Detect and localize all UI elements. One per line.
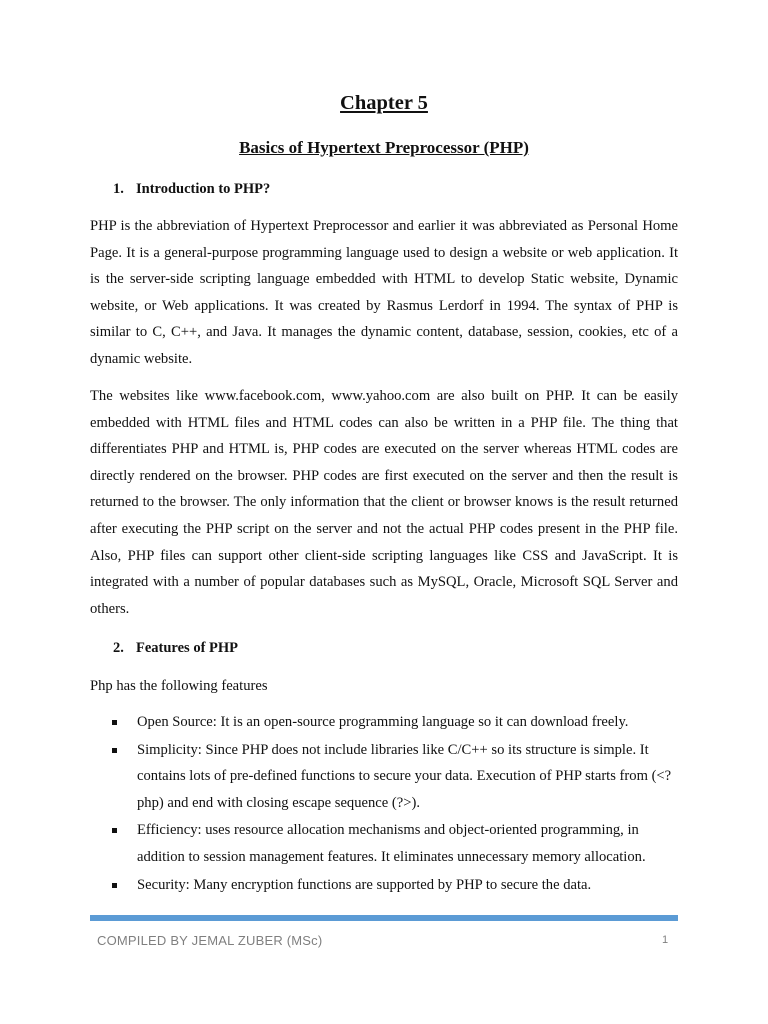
list-item (90, 872, 678, 899)
list-item-text: Simplicity: Since PHP does not include libraries like C/C++ so its structure is simple. It contains lots of pre-defined functions to secure your data. Execution of PHP starts from (<?php) and end with closing escape sequence (?>). (137, 741, 672, 811)
bullet-square-icon (112, 748, 117, 753)
footer-author: COMPILED BY JEMAL ZUBER (MSc) (97, 933, 323, 948)
list-item (90, 817, 678, 870)
bullet-square-icon (112, 883, 117, 888)
list-item-text: Efficiency: uses resource allocation mechanisms and object-oriented programming, in addition to session management features. It eliminates unnecessary memory allocation. (137, 822, 646, 865)
section-heading-features (113, 640, 238, 657)
list-item (90, 709, 678, 736)
list-item (90, 737, 678, 817)
section-heading-introduction (113, 181, 270, 198)
bullet-square-icon (112, 720, 117, 725)
features-intro: Php has the following features (90, 678, 268, 694)
document-title: Basics of Hypertext Preprocessor (PHP) (239, 138, 529, 157)
section-number: 2. (113, 640, 124, 656)
paragraph-websites: The websites like www.facebook.com, www.yahoo.com are also built on PHP. It can be easily embedded with HTML files and HTML codes can also be written in a PHP file. The thing that differentiates PHP and HTML is, PHP codes are executed on the server whereas HTML codes are directly rendered on the browser. PHP codes are first executed on the server and then the result is returned to the browser. The only information that the client or browser knows is the result returned after executing the PHP script on the server and not the actual PHP codes present in the PHP file. Also, PHP files can support other client-side scripting languages like CSS and JavaScript. It is integrated with a number of popular databases such as MySQL, Oracle, Microsoft SQL Server and others. (90, 388, 678, 617)
features-list (90, 709, 678, 899)
paragraph-introduction: PHP is the abbreviation of Hypertext Preprocessor and earlier it was abbreviated as Personal Home Page. It is a general-purpose programming language used to design a website or web application. It is the server-side scripting language embedded with HTML to develop Static website, Dynamic website, or Web applications. It was created by Rasmus Lerdorf in 1994. The syntax of PHP is similar to C, C++, and Java. It manages the dynamic content, database, session, cookies, etc of a dynamic website. (90, 218, 678, 367)
list-item-text: Security: Many encryption functions are supported by PHP to secure the data. (137, 876, 592, 893)
section-heading-text: Features of PHP (136, 640, 239, 656)
page-number: 1 (662, 934, 669, 946)
chapter-title: Chapter 5 (340, 92, 428, 114)
list-item-text: Open Source: It is an open-source programming language so it can download freely. (137, 714, 629, 730)
section-number: 1. (113, 181, 124, 197)
section-heading-text: Introduction to PHP? (136, 181, 271, 197)
bullet-square-icon (112, 828, 117, 833)
footer-divider (90, 915, 678, 921)
